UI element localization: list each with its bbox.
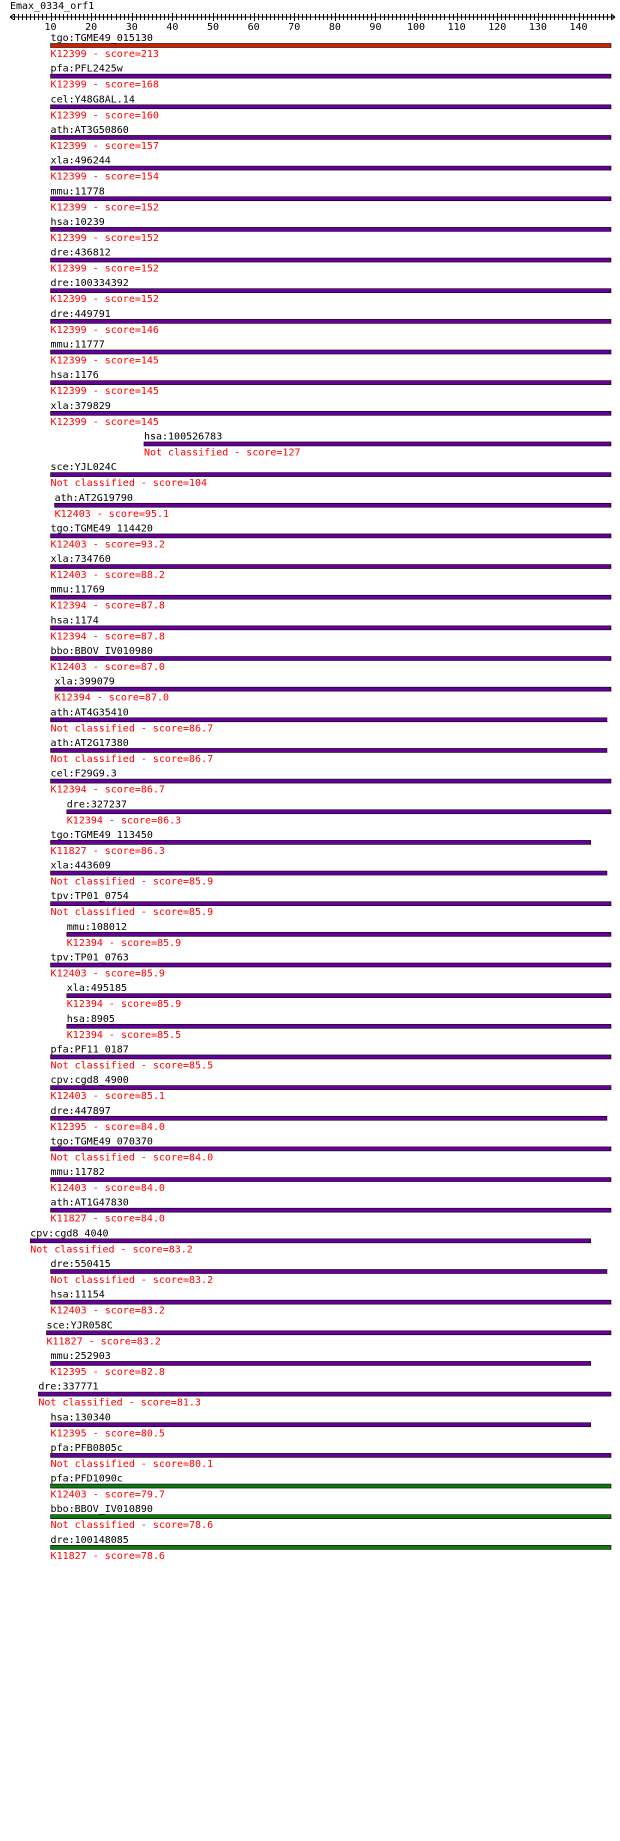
hit-classification-label: Not classified - score=84.0 xyxy=(50,1152,214,1164)
hit-classification-label: Not classified - score=83.2 xyxy=(50,1275,214,1286)
hit-bar[interactable] xyxy=(51,411,611,415)
hit-classification-label: K11827 - score=78.6 xyxy=(50,1550,165,1562)
hit-classification-label: K12394 - score=87.8 xyxy=(50,600,165,612)
hit-bar[interactable] xyxy=(51,534,611,538)
hit-row[interactable] xyxy=(51,217,611,244)
hit-classification-label: K12395 - score=82.8 xyxy=(50,1366,165,1378)
hit-bar[interactable] xyxy=(51,871,607,875)
hit-row[interactable] xyxy=(51,248,611,275)
hit-classification-label: Not classified - score=81.3 xyxy=(38,1397,201,1409)
hit-id-label[interactable]: mmu:108012 xyxy=(66,921,128,933)
hit-id-label[interactable]: tpv:TP01_0763 xyxy=(50,952,129,964)
hit-classification-label: K12399 - score=145 xyxy=(50,386,159,398)
hit-bar[interactable] xyxy=(51,718,607,722)
hit-row[interactable] xyxy=(51,1136,611,1163)
chart-title: Emax_0334_orf1 xyxy=(10,1,95,12)
hit-row[interactable] xyxy=(51,340,611,367)
hit-classification-label: Not classified - score=104 xyxy=(50,478,208,490)
hit-id-label[interactable]: hsa:8905 xyxy=(66,1013,115,1025)
hit-row[interactable] xyxy=(55,677,611,704)
hit-row[interactable] xyxy=(51,1290,611,1317)
hit-bar[interactable] xyxy=(46,1331,611,1335)
axis-tick-label: 130 xyxy=(528,22,547,33)
hit-classification-label: Not classified - score=85.9 xyxy=(50,907,214,919)
hit-classification-label: K12399 - score=168 xyxy=(50,79,159,91)
hit-classification-label: K12394 - score=86.3 xyxy=(66,815,182,827)
hit-classification-label: K12403 - score=87.0 xyxy=(50,662,165,673)
hit-bar[interactable] xyxy=(144,442,611,446)
hit-id-label[interactable]: dre:449791 xyxy=(50,308,111,320)
hit-id-label[interactable]: mmu:252903 xyxy=(50,1350,111,1362)
hit-id-label[interactable]: ath:AT1G47830 xyxy=(50,1197,129,1209)
axis-tick-label: 30 xyxy=(125,22,138,33)
hit-bar[interactable] xyxy=(51,1300,611,1304)
hit-row[interactable] xyxy=(51,1412,591,1439)
axis-tick-label: 100 xyxy=(407,22,426,33)
hit-classification-label: K11827 - score=83.2 xyxy=(46,1336,161,1348)
hit-id-label[interactable]: hsa:10239 xyxy=(50,216,105,228)
hit-classification-label: Not classified - score=83.2 xyxy=(30,1244,193,1256)
hit-classification-label: K12395 - score=80.5 xyxy=(50,1428,165,1440)
hit-bar[interactable] xyxy=(51,1361,591,1365)
hit-classification-label: Not classified - score=80.1 xyxy=(50,1458,214,1470)
hit-row[interactable] xyxy=(51,615,611,642)
hit-row[interactable] xyxy=(51,1443,611,1470)
hit-bar[interactable] xyxy=(67,994,611,998)
hit-row[interactable] xyxy=(51,370,611,397)
hit-row[interactable] xyxy=(51,1075,611,1102)
hit-row[interactable] xyxy=(51,1474,611,1501)
hit-classification-label: K12394 - score=85.9 xyxy=(66,999,182,1011)
axis-tick-label: 60 xyxy=(247,22,260,33)
hit-id-label[interactable]: ath:AT2G19790 xyxy=(54,492,133,504)
axis-tick-label: 120 xyxy=(488,22,507,33)
hit-classification-label: K12399 - score=146 xyxy=(50,324,159,336)
hit-id-label[interactable]: tgo:TGME49_113450 xyxy=(50,829,153,841)
hit-bar[interactable] xyxy=(67,810,611,814)
hit-row[interactable] xyxy=(51,186,611,213)
axis-tick-label: 140 xyxy=(569,22,588,33)
hit-bar[interactable] xyxy=(55,687,611,691)
hit-bar[interactable] xyxy=(51,473,611,477)
hit-classification-label: K12403 - score=85.1 xyxy=(50,1091,165,1103)
hit-row[interactable] xyxy=(51,861,607,888)
hit-id-label[interactable]: cpv:cgd8_4040 xyxy=(30,1228,109,1240)
hit-list xyxy=(30,33,611,1562)
hit-row[interactable] xyxy=(51,707,607,734)
hit-classification-label: K12394 - score=86.7 xyxy=(50,784,165,796)
hit-row[interactable] xyxy=(51,738,607,765)
hit-row[interactable] xyxy=(67,922,611,949)
hit-classification-label: Not classified - score=86.7 xyxy=(50,723,214,735)
hit-bar[interactable] xyxy=(51,197,611,201)
hit-bar[interactable] xyxy=(67,1024,611,1028)
hit-classification-label: K12394 - score=87.8 xyxy=(50,631,165,643)
hit-classification-label: K11827 - score=84.0 xyxy=(50,1213,165,1225)
hit-row[interactable] xyxy=(51,1535,611,1562)
axis-tick-label: 20 xyxy=(85,22,98,33)
hit-id-label[interactable]: xla:495185 xyxy=(66,983,128,995)
hit-row[interactable] xyxy=(144,431,611,458)
hit-id-label[interactable]: dre:327237 xyxy=(66,799,128,811)
hit-classification-label: K12403 - score=79.7 xyxy=(50,1489,165,1501)
hit-row[interactable] xyxy=(51,830,591,857)
hit-classification-label: K12399 - score=145 xyxy=(50,416,159,428)
hit-id-label[interactable]: mmu:11778 xyxy=(50,186,105,198)
axis-tick-label: 50 xyxy=(206,22,220,33)
hit-bar[interactable] xyxy=(51,748,607,752)
hit-bar[interactable] xyxy=(51,1423,591,1427)
hit-row[interactable] xyxy=(51,1198,611,1225)
hit-row[interactable] xyxy=(51,646,611,673)
hit-classification-label: K12394 - score=87.0 xyxy=(54,692,170,704)
hit-id-label[interactable]: hsa:1176 xyxy=(50,370,99,382)
hit-id-label[interactable]: cpv:cgd8_4900 xyxy=(50,1075,129,1087)
hit-classification-label: K12403 - score=84.0 xyxy=(50,1183,165,1195)
hit-row[interactable] xyxy=(51,401,611,428)
hit-row[interactable] xyxy=(30,1228,590,1255)
hit-bar[interactable] xyxy=(51,381,611,385)
hit-id-label[interactable]: xla:399079 xyxy=(54,676,115,688)
hit-row[interactable] xyxy=(51,1504,611,1531)
hit-id-label[interactable]: mmu:11777 xyxy=(50,339,105,351)
hit-bar[interactable] xyxy=(38,1392,611,1396)
hit-row[interactable] xyxy=(67,1014,611,1041)
hit-id-label[interactable]: sce:YJR058C xyxy=(46,1320,113,1332)
hit-id-label[interactable]: hsa:130340 xyxy=(50,1412,111,1424)
hit-id-label[interactable]: dre:100148085 xyxy=(50,1534,129,1546)
hit-id-label[interactable]: hsa:100526783 xyxy=(143,431,223,443)
hit-id-label[interactable]: ath:AT2G17380 xyxy=(50,737,129,749)
axis-tick-label: 70 xyxy=(288,22,301,33)
hit-classification-label: Not classified - score=85.9 xyxy=(50,876,214,888)
hit-bar[interactable] xyxy=(51,166,611,170)
hit-row[interactable] xyxy=(51,1044,611,1071)
hit-id-label[interactable]: hsa:11154 xyxy=(50,1289,105,1301)
hit-bar[interactable] xyxy=(51,902,611,906)
axis-tick-label: 40 xyxy=(166,22,179,33)
hit-bar[interactable] xyxy=(51,1147,611,1151)
axis-tick-label: 110 xyxy=(447,22,466,33)
hit-bar[interactable] xyxy=(51,105,611,109)
hit-row[interactable] xyxy=(51,309,611,336)
hit-row[interactable] xyxy=(55,493,611,520)
hit-row[interactable] xyxy=(51,1259,607,1286)
hit-classification-label: K11827 - score=86.3 xyxy=(50,845,165,857)
hit-classification-label: K12399 - score=152 xyxy=(50,202,159,214)
hit-bar[interactable] xyxy=(51,1515,611,1519)
hit-classification-label: K12403 - score=85.9 xyxy=(50,968,165,980)
hit-id-label[interactable]: tpv:TP01_0754 xyxy=(50,891,129,903)
hit-bar[interactable] xyxy=(51,1453,611,1457)
hit-classification-label: Not classified - score=85.5 xyxy=(50,1060,214,1072)
hit-row[interactable] xyxy=(51,585,611,612)
hit-id-label[interactable]: mmu:11769 xyxy=(50,584,105,596)
hit-id-label[interactable]: cel:F29G9.3 xyxy=(50,768,117,780)
hit-bar[interactable] xyxy=(51,963,611,967)
hit-row[interactable] xyxy=(51,64,611,91)
hit-classification-label: K12403 - score=88.2 xyxy=(50,570,165,582)
hit-bar[interactable] xyxy=(51,1116,607,1120)
hit-row[interactable] xyxy=(51,1106,607,1133)
hit-classification-label: K12403 - score=93.2 xyxy=(50,539,165,551)
hit-row[interactable] xyxy=(46,1320,611,1347)
hit-row[interactable] xyxy=(38,1382,611,1409)
hit-row[interactable] xyxy=(51,891,611,918)
hit-id-label[interactable]: mmu:11782 xyxy=(50,1167,105,1179)
hit-id-label[interactable]: bbo:BBOV_IV010980 xyxy=(50,646,153,657)
hit-row[interactable] xyxy=(51,953,611,980)
hit-id-label[interactable]: xla:443609 xyxy=(50,860,111,872)
hit-classification-label: K12399 - score=160 xyxy=(50,110,159,122)
hit-classification-label: K12399 - score=213 xyxy=(50,49,159,60)
hit-bar[interactable] xyxy=(51,840,591,844)
hit-bar[interactable] xyxy=(51,1086,611,1090)
hit-classification-label: K12394 - score=85.9 xyxy=(66,937,182,949)
hit-classification-label: Not classified - score=78.6 xyxy=(50,1520,214,1532)
hit-classification-label: K12399 - score=152 xyxy=(50,263,159,275)
hit-bar[interactable] xyxy=(51,1055,611,1059)
hit-id-label[interactable]: sce:YJL024C xyxy=(50,462,117,474)
hit-row[interactable] xyxy=(51,462,611,489)
hit-row[interactable] xyxy=(51,156,611,183)
hit-id-label[interactable]: dre:100334392 xyxy=(50,278,129,290)
sequence-axis xyxy=(10,13,615,33)
hit-id-label[interactable]: pfa:PFB0805c xyxy=(50,1442,123,1454)
hit-classification-label: Not classified - score=127 xyxy=(143,447,301,459)
hit-row[interactable] xyxy=(67,799,611,826)
hit-bar[interactable] xyxy=(51,227,611,231)
hit-bar[interactable] xyxy=(51,258,611,262)
hit-classification-label: K12399 - score=154 xyxy=(50,171,159,183)
hit-bar[interactable] xyxy=(51,1270,607,1274)
hit-id-label[interactable]: xla:496244 xyxy=(50,155,111,167)
hit-bar[interactable] xyxy=(51,1208,611,1212)
hit-classification-label: K12399 - score=152 xyxy=(50,294,159,306)
hit-id-label[interactable]: dre:337771 xyxy=(38,1381,99,1393)
hit-row[interactable] xyxy=(67,983,611,1010)
hit-id-label[interactable]: cel:Y48G8AL.14 xyxy=(50,94,135,106)
hit-row[interactable] xyxy=(51,554,611,581)
hit-classification-label: Not classified - score=86.7 xyxy=(50,753,214,765)
hit-bar[interactable] xyxy=(51,565,611,569)
hit-classification-label: K12399 - score=157 xyxy=(50,140,159,152)
hit-classification-label: K12395 - score=84.0 xyxy=(50,1121,165,1133)
hit-row[interactable] xyxy=(51,1351,591,1378)
hit-classification-label: K12403 - score=95.1 xyxy=(54,508,170,520)
hit-bar[interactable] xyxy=(51,626,611,630)
hit-id-label[interactable]: bbo:BBOV_IV010890 xyxy=(50,1504,153,1516)
hit-bar[interactable] xyxy=(51,1484,611,1488)
hit-id-label[interactable]: dre:550415 xyxy=(50,1259,111,1270)
hit-bar[interactable] xyxy=(51,289,611,293)
hit-bar[interactable] xyxy=(51,1178,611,1182)
hit-row[interactable] xyxy=(51,94,611,121)
hit-bar[interactable] xyxy=(51,595,611,599)
axis-tick-label: 10 xyxy=(44,22,57,33)
hit-id-label[interactable]: xla:379829 xyxy=(50,400,111,412)
hit-classification-label: K12399 - score=145 xyxy=(50,355,159,367)
hit-row[interactable] xyxy=(51,278,611,305)
hit-id-label[interactable]: ath:AT3G50860 xyxy=(50,124,129,136)
hit-row[interactable] xyxy=(51,125,611,152)
hit-classification-label: K12403 - score=83.2 xyxy=(50,1305,165,1317)
hit-bar[interactable] xyxy=(51,44,611,48)
hit-bar[interactable] xyxy=(51,74,611,78)
hit-id-label[interactable]: tgo:TGME49_015130 xyxy=(50,33,153,44)
hit-id-label[interactable]: dre:447897 xyxy=(50,1105,111,1117)
hit-row[interactable] xyxy=(51,523,611,550)
hit-bar[interactable] xyxy=(30,1239,590,1243)
hit-id-label[interactable]: pfa:PFL2425w xyxy=(50,63,123,75)
hit-id-label[interactable]: dre:436812 xyxy=(50,247,111,259)
hit-row[interactable] xyxy=(51,1167,611,1194)
hit-id-label[interactable]: tgo:TGME49_114420 xyxy=(50,523,153,535)
hit-bar[interactable] xyxy=(51,319,611,323)
hit-bar[interactable] xyxy=(51,1545,611,1549)
hit-row[interactable] xyxy=(51,769,611,796)
hit-classification-label: K12399 - score=152 xyxy=(50,232,159,244)
axis-tick-label: 80 xyxy=(328,22,341,33)
hit-row[interactable] xyxy=(51,33,611,60)
hit-bar[interactable] xyxy=(51,135,611,139)
hit-id-label[interactable]: ath:AT4G35410 xyxy=(50,707,129,719)
axis-tick-label: 90 xyxy=(369,22,382,33)
hit-bar[interactable] xyxy=(51,350,611,354)
hit-id-label[interactable]: xla:734760 xyxy=(50,554,111,566)
hit-id-label[interactable]: tgo:TGME49_070370 xyxy=(50,1136,153,1148)
hit-classification-label: K12394 - score=85.5 xyxy=(66,1029,182,1041)
hit-id-label[interactable]: pfa:PFD1090c xyxy=(50,1473,123,1485)
hit-bar[interactable] xyxy=(51,657,611,661)
hit-bar[interactable] xyxy=(67,932,611,936)
hit-id-label[interactable]: hsa:1174 xyxy=(50,615,99,627)
hit-id-label[interactable]: pfa:PF11_0187 xyxy=(50,1044,129,1056)
hit-bar[interactable] xyxy=(51,779,611,783)
hit-bar[interactable] xyxy=(55,503,611,507)
